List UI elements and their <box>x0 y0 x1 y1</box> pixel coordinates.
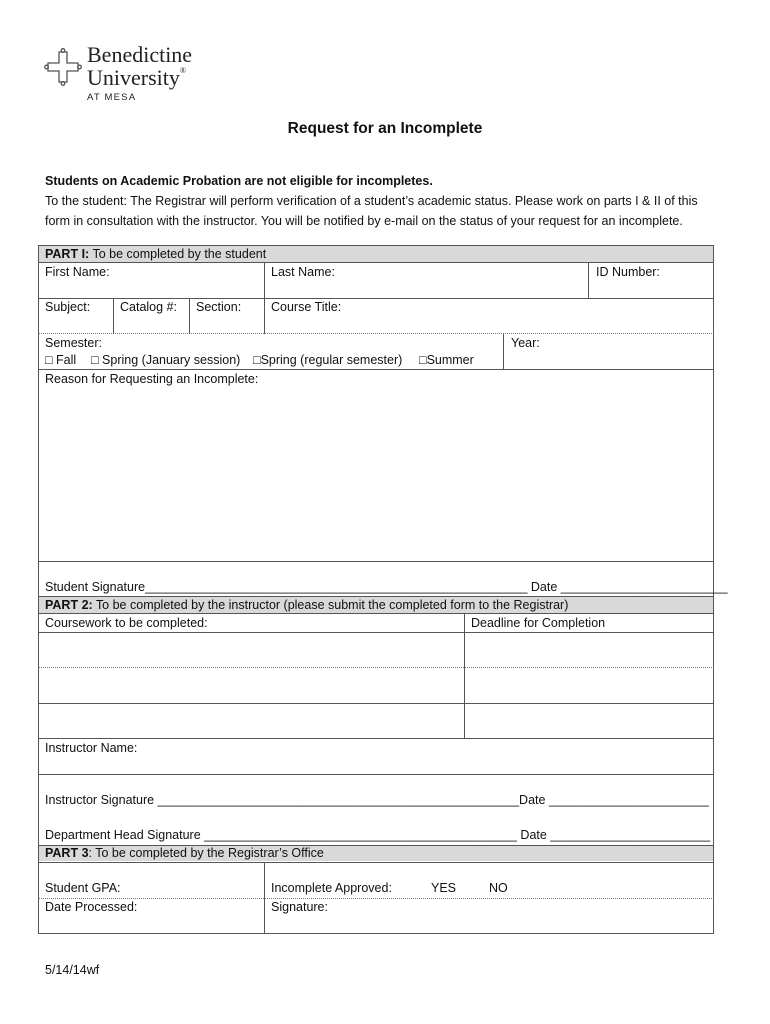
registrar-signature-label: Signature: <box>271 900 328 914</box>
yes-option[interactable]: YES <box>431 881 457 895</box>
page-title: Request for an Incomplete <box>287 120 483 137</box>
cross-logo-icon <box>44 48 82 86</box>
no-option[interactable]: NO <box>489 881 508 895</box>
coursework-label: Coursework to be completed: <box>45 616 208 630</box>
checkbox-icon[interactable]: □ <box>419 353 427 367</box>
course-title-label: Course Title: <box>271 300 342 314</box>
part3-heading: PART 3: To be completed by the Registrar’s Office <box>45 846 324 860</box>
instructor-signature-line: Instructor Signature ____________________________________________________Date _______________________ <box>45 793 709 807</box>
reason-label: Reason for Requesting an Incomplete: <box>45 372 259 386</box>
dept-head-signature-line: Department Head Signature _____________________________________________ Date _______________________ <box>45 828 711 842</box>
student-signature-line: Student Signature_______________________________________________________ Date ________________________ <box>45 580 728 594</box>
checkbox-icon[interactable]: □ <box>45 353 53 367</box>
instructor-name-label: Instructor Name: <box>45 741 138 755</box>
student-gpa-label: Student GPA: <box>45 881 121 895</box>
instructions-line-2: form in consultation with the instructor. You will be notified by e-mail on the status of your request for an incomplete. <box>45 214 683 228</box>
last-name-label: Last Name: <box>271 265 335 279</box>
semester-label: Semester: <box>45 336 102 350</box>
catalog-label: Catalog #: <box>120 300 177 314</box>
date-processed-label: Date Processed: <box>45 900 138 914</box>
form-version-footer: 5/14/14wf <box>45 963 100 977</box>
part2-heading: PART 2: To be completed by the instructor (please submit the completed form to the Registrar) <box>45 598 569 612</box>
id-number-label: ID Number: <box>596 265 660 279</box>
subject-label: Subject: <box>45 300 91 314</box>
brand-subtitle: AT MESA <box>87 92 137 103</box>
deadline-label: Deadline for Completion <box>471 616 606 630</box>
first-name-label: First Name: <box>45 265 110 279</box>
semester-option-spring-regular[interactable]: □Spring (regular semester) <box>253 353 403 367</box>
year-label: Year: <box>511 336 540 350</box>
brand-name-line2: University® <box>87 65 186 90</box>
part1-heading: PART I: To be completed by the student <box>45 247 267 261</box>
instructions-line-1: To the student: The Registrar will perform verification of a student’s academic status. Please work on parts I & II of this <box>45 194 698 208</box>
checkbox-icon[interactable]: □ <box>253 353 261 367</box>
section-label: Section: <box>196 300 242 314</box>
brand-name-line1: Benedictine <box>87 42 193 67</box>
probation-notice: Students on Academic Probation are not eligible for incompletes. <box>45 174 433 188</box>
checkbox-icon[interactable]: □ <box>91 353 99 367</box>
semester-option-fall[interactable]: □ Fall <box>45 353 77 367</box>
semester-option-summer[interactable]: □Summer <box>419 353 474 367</box>
semester-option-spring-january[interactable]: □ Spring (January session) <box>91 353 241 367</box>
incomplete-approved-label: Incomplete Approved: <box>271 881 392 895</box>
